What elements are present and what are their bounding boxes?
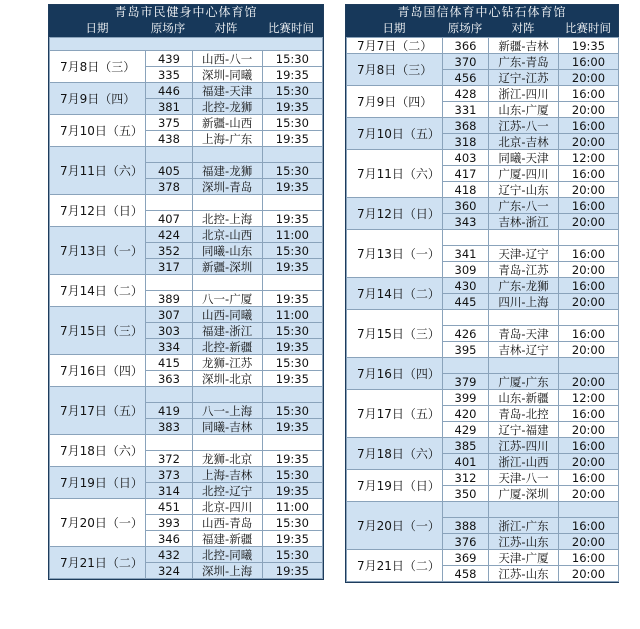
time-cell: 11:00 — [262, 307, 322, 323]
venue-no-cell: 379 — [443, 374, 489, 390]
time-cell: 16:00 — [559, 550, 619, 566]
date-cell: 7月19日（日） — [347, 470, 443, 502]
time-cell: 19:35 — [262, 131, 322, 147]
matchup-cell: 北京-四川 — [192, 499, 262, 515]
time-cell: 15:30 — [262, 355, 322, 371]
table-row — [347, 118, 619, 134]
matchup-cell: 龙狮-北京 — [192, 451, 262, 467]
time-cell: 20:00 — [559, 566, 619, 582]
date-cell: 7月20日（一） — [50, 499, 146, 547]
time-cell: 15:30 — [262, 51, 322, 67]
venue-no-cell: 429 — [443, 422, 489, 438]
venue-no-cell: 375 — [146, 115, 192, 131]
date-cell: 7月9日（四） — [50, 83, 146, 115]
matchup-cell: 辽宁-江苏 — [489, 70, 559, 86]
matchup-cell: 广厦-深圳 — [489, 486, 559, 502]
date-cell: 7月8日（三） — [50, 51, 146, 83]
table-row — [347, 38, 619, 54]
time-cell: 16:00 — [559, 438, 619, 454]
date-cell: 7月11日（六） — [347, 150, 443, 198]
table-row — [50, 195, 323, 211]
venue-no-cell: 451 — [146, 499, 192, 515]
date-cell: 7月18日（六） — [50, 435, 146, 467]
time-cell — [262, 147, 322, 163]
venue-no-cell: 368 — [443, 118, 489, 134]
time-cell — [559, 502, 619, 518]
date-cell: 7月9日（四） — [347, 86, 443, 118]
column-headers — [49, 20, 323, 37]
matchup-cell: 北控-同曦 — [192, 547, 262, 563]
matchup-cell: 辽宁-山东 — [489, 182, 559, 198]
venue-no-cell: 446 — [146, 83, 192, 99]
table-row — [347, 358, 619, 374]
time-cell — [559, 310, 619, 326]
time-cell: 19:35 — [262, 531, 322, 547]
matchup-cell: 青岛-北控 — [489, 406, 559, 422]
schedule-panel-right — [345, 4, 619, 583]
matchup-cell: 同曦-山东 — [192, 243, 262, 259]
venue-no-cell — [443, 310, 489, 326]
venue-no-cell: 389 — [146, 291, 192, 307]
venue-no-cell: 309 — [443, 262, 489, 278]
venue-no-cell: 343 — [443, 214, 489, 230]
venue-no-cell — [443, 502, 489, 518]
matchup-cell — [489, 230, 559, 246]
date-cell: 7月18日（六） — [347, 438, 443, 470]
date-cell: 7月16日（四） — [50, 355, 146, 387]
header-time: 比赛时间 — [268, 21, 314, 35]
time-cell: 20:00 — [559, 102, 619, 118]
time-cell: 20:00 — [559, 214, 619, 230]
venue-no-cell: 426 — [443, 326, 489, 342]
time-cell: 16:00 — [559, 86, 619, 102]
matchup-cell: 江苏-山东 — [489, 566, 559, 582]
venue-no-cell: 383 — [146, 419, 192, 435]
matchup-cell: 山西-同曦 — [192, 307, 262, 323]
matchup-cell: 北控-龙狮 — [192, 99, 262, 115]
header-venue-no: 原场序 — [150, 21, 186, 35]
matchup-cell: 福建-龙狮 — [192, 163, 262, 179]
venue-no-cell: 373 — [146, 467, 192, 483]
header-matchup: 对阵 — [214, 21, 238, 35]
venue-no-cell: 439 — [146, 51, 192, 67]
venue-no-cell: 458 — [443, 566, 489, 582]
matchup-cell: 吉林-辽宁 — [489, 342, 559, 358]
venue-no-cell — [146, 387, 192, 403]
time-cell: 15:30 — [262, 547, 322, 563]
time-cell: 19:35 — [262, 259, 322, 275]
time-cell — [262, 435, 322, 451]
venue-no-cell: 401 — [443, 454, 489, 470]
venue-no-cell: 376 — [443, 534, 489, 550]
table-row — [347, 278, 619, 294]
matchup-cell — [192, 147, 262, 163]
table-row — [347, 198, 619, 214]
venue-no-cell: 445 — [443, 294, 489, 310]
time-cell: 20:00 — [559, 134, 619, 150]
time-cell: 19:35 — [262, 483, 322, 499]
venue-title: 青岛国信体育中心钻石体育馆 — [346, 5, 618, 20]
matchup-cell: 天津-八一 — [489, 470, 559, 486]
table-row — [347, 86, 619, 102]
date-cell: 7月13日（一） — [50, 227, 146, 275]
spacer-row — [50, 38, 323, 51]
time-cell — [262, 195, 322, 211]
time-cell: 15:30 — [262, 467, 322, 483]
time-cell: 11:00 — [262, 499, 322, 515]
time-cell: 15:30 — [262, 323, 322, 339]
table-row — [50, 435, 323, 451]
table-row — [50, 547, 323, 563]
venue-no-cell: 420 — [443, 406, 489, 422]
time-cell: 16:00 — [559, 198, 619, 214]
schedule-table — [346, 37, 619, 582]
matchup-cell: 八一-上海 — [192, 403, 262, 419]
matchup-cell: 江苏-四川 — [489, 438, 559, 454]
date-cell: 7月13日（一） — [347, 230, 443, 278]
matchup-cell: 浙江-广东 — [489, 518, 559, 534]
venue-no-cell: 407 — [146, 211, 192, 227]
venue-no-cell: 335 — [146, 67, 192, 83]
time-cell: 19:35 — [262, 67, 322, 83]
venue-no-cell: 438 — [146, 131, 192, 147]
venue-no-cell: 403 — [443, 150, 489, 166]
date-cell: 7月17日（五） — [347, 390, 443, 438]
table-row — [347, 438, 619, 454]
date-cell: 7月16日（四） — [347, 358, 443, 390]
venue-no-cell: 341 — [443, 246, 489, 262]
time-cell: 16:00 — [559, 470, 619, 486]
date-cell: 7月14日（二） — [50, 275, 146, 307]
table-row — [347, 230, 619, 246]
venue-no-cell: 307 — [146, 307, 192, 323]
matchup-cell — [489, 502, 559, 518]
venue-no-cell: 456 — [443, 70, 489, 86]
time-cell: 15:30 — [262, 115, 322, 131]
time-cell: 19:35 — [262, 419, 322, 435]
time-cell: 19:35 — [262, 291, 322, 307]
venue-no-cell: 424 — [146, 227, 192, 243]
table-row — [347, 550, 619, 566]
header-date: 日期 — [85, 21, 109, 35]
time-cell: 16:00 — [559, 406, 619, 422]
venue-no-cell: 395 — [443, 342, 489, 358]
time-cell: 15:30 — [262, 515, 322, 531]
venue-no-cell — [443, 358, 489, 374]
matchup-cell: 深圳-青岛 — [192, 179, 262, 195]
date-cell: 7月11日（六） — [50, 147, 146, 195]
venue-no-cell: 366 — [443, 38, 489, 54]
matchup-cell: 江苏-山东 — [489, 534, 559, 550]
time-cell — [559, 230, 619, 246]
venue-no-cell — [146, 435, 192, 451]
table-row — [50, 83, 323, 99]
time-cell: 20:00 — [559, 454, 619, 470]
venue-no-cell: 334 — [146, 339, 192, 355]
table-row — [50, 467, 323, 483]
venue-no-cell: 360 — [443, 198, 489, 214]
time-cell: 19:35 — [262, 451, 322, 467]
matchup-cell: 广厦-四川 — [489, 166, 559, 182]
time-cell: 19:35 — [262, 99, 322, 115]
matchup-cell — [489, 358, 559, 374]
venue-no-cell: 318 — [443, 134, 489, 150]
schedule-table — [49, 37, 323, 579]
venue-no-cell: 385 — [443, 438, 489, 454]
matchup-cell: 深圳-北京 — [192, 371, 262, 387]
venue-no-cell: 324 — [146, 563, 192, 579]
table-row — [347, 150, 619, 166]
matchup-cell: 同曦-吉林 — [192, 419, 262, 435]
time-cell: 19:35 — [262, 371, 322, 387]
date-cell: 7月21日（二） — [50, 547, 146, 579]
matchup-cell: 辽宁-福建 — [489, 422, 559, 438]
table-row — [50, 355, 323, 371]
matchup-cell: 浙江-山西 — [489, 454, 559, 470]
matchup-cell — [192, 195, 262, 211]
time-cell: 19:35 — [262, 211, 322, 227]
time-cell — [262, 275, 322, 291]
date-cell: 7月14日（二） — [347, 278, 443, 310]
time-cell: 16:00 — [559, 166, 619, 182]
date-cell: 7月15日（三） — [347, 310, 443, 358]
venue-no-cell: 314 — [146, 483, 192, 499]
venue-no-cell: 432 — [146, 547, 192, 563]
table-row — [347, 470, 619, 486]
matchup-cell: 新疆-山西 — [192, 115, 262, 131]
venue-no-cell — [146, 195, 192, 211]
matchup-cell: 福建-浙江 — [192, 323, 262, 339]
venue-no-cell: 388 — [443, 518, 489, 534]
time-cell: 19:35 — [262, 339, 322, 355]
matchup-cell: 浙江-四川 — [489, 86, 559, 102]
matchup-cell: 吉林-浙江 — [489, 214, 559, 230]
time-cell: 15:30 — [262, 243, 322, 259]
matchup-cell — [192, 387, 262, 403]
date-cell: 7月10日（五） — [347, 118, 443, 150]
matchup-cell: 深圳-同曦 — [192, 67, 262, 83]
venue-no-cell: 428 — [443, 86, 489, 102]
venue-no-cell: 369 — [443, 550, 489, 566]
matchup-cell: 江苏-八一 — [489, 118, 559, 134]
time-cell: 20:00 — [559, 422, 619, 438]
matchup-cell: 八一-广厦 — [192, 291, 262, 307]
matchup-cell: 天津-广厦 — [489, 550, 559, 566]
venue-no-cell: 378 — [146, 179, 192, 195]
header-date: 日期 — [382, 21, 406, 35]
venue-no-cell: 372 — [146, 451, 192, 467]
table-row — [50, 227, 323, 243]
matchup-cell — [192, 435, 262, 451]
matchup-cell: 福建-天津 — [192, 83, 262, 99]
matchup-cell: 北控-新疆 — [192, 339, 262, 355]
table-row — [347, 54, 619, 70]
date-cell: 7月17日（五） — [50, 387, 146, 435]
matchup-cell: 广东-青岛 — [489, 54, 559, 70]
matchup-cell: 广东-八一 — [489, 198, 559, 214]
table-row — [50, 275, 323, 291]
venue-no-cell: 363 — [146, 371, 192, 387]
time-cell — [262, 387, 322, 403]
time-cell: 16:00 — [559, 518, 619, 534]
table-row — [347, 310, 619, 326]
table-row — [50, 307, 323, 323]
time-cell: 15:30 — [262, 403, 322, 419]
time-cell: 20:00 — [559, 70, 619, 86]
venue-no-cell — [146, 275, 192, 291]
matchup-cell: 新疆-吉林 — [489, 38, 559, 54]
time-cell: 15:30 — [262, 163, 322, 179]
venue-no-cell — [146, 147, 192, 163]
table-row — [50, 147, 323, 163]
matchup-cell: 福建-新疆 — [192, 531, 262, 547]
time-cell: 15:30 — [262, 83, 322, 99]
time-cell: 16:00 — [559, 326, 619, 342]
matchup-cell: 青岛-江苏 — [489, 262, 559, 278]
table-row — [347, 390, 619, 406]
time-cell: 16:00 — [559, 54, 619, 70]
matchup-cell: 北控-上海 — [192, 211, 262, 227]
date-cell: 7月12日（日） — [347, 198, 443, 230]
matchup-cell: 北京-吉林 — [489, 134, 559, 150]
matchup-cell: 青岛-天津 — [489, 326, 559, 342]
column-headers — [346, 20, 618, 37]
table-row — [50, 115, 323, 131]
matchup-cell: 广厦-广东 — [489, 374, 559, 390]
matchup-cell: 北京-山西 — [192, 227, 262, 243]
date-cell: 7月8日（三） — [347, 54, 443, 86]
time-cell: 20:00 — [559, 342, 619, 358]
date-cell: 7月21日（二） — [347, 550, 443, 582]
time-cell — [559, 358, 619, 374]
time-cell: 16:00 — [559, 118, 619, 134]
time-cell: 16:00 — [559, 246, 619, 262]
time-cell: 20:00 — [559, 374, 619, 390]
table-row — [50, 387, 323, 403]
table-row — [50, 51, 323, 67]
matchup-cell: 上海-广东 — [192, 131, 262, 147]
time-cell: 20:00 — [559, 262, 619, 278]
matchup-cell: 山西-八一 — [192, 51, 262, 67]
venue-title: 青岛市民健身中心体育馆 — [49, 5, 323, 20]
venue-no-cell: 419 — [146, 403, 192, 419]
date-cell: 7月20日（一） — [347, 502, 443, 550]
matchup-cell: 山东-广厦 — [489, 102, 559, 118]
matchup-cell — [489, 310, 559, 326]
table-row — [347, 502, 619, 518]
date-cell: 7月19日（日） — [50, 467, 146, 499]
date-cell: 7月7日（二） — [347, 38, 443, 54]
venue-no-cell: 399 — [443, 390, 489, 406]
venue-no-cell: 415 — [146, 355, 192, 371]
table-row — [50, 499, 323, 515]
venue-no-cell: 430 — [443, 278, 489, 294]
matchup-cell: 龙狮-江苏 — [192, 355, 262, 371]
schedule-panel-left — [48, 4, 324, 580]
venue-no-cell: 381 — [146, 99, 192, 115]
time-cell: 16:00 — [559, 278, 619, 294]
venue-no-cell: 317 — [146, 259, 192, 275]
time-cell: 20:00 — [559, 486, 619, 502]
matchup-cell: 天津-辽宁 — [489, 246, 559, 262]
matchup-cell — [192, 275, 262, 291]
time-cell: 20:00 — [559, 534, 619, 550]
venue-no-cell — [443, 230, 489, 246]
matchup-cell: 北控-辽宁 — [192, 483, 262, 499]
venue-no-cell: 331 — [443, 102, 489, 118]
time-cell: 12:00 — [559, 390, 619, 406]
venue-no-cell: 417 — [443, 166, 489, 182]
matchup-cell: 深圳-上海 — [192, 563, 262, 579]
venue-no-cell: 303 — [146, 323, 192, 339]
matchup-cell: 新疆-深圳 — [192, 259, 262, 275]
date-cell: 7月12日（日） — [50, 195, 146, 227]
venue-no-cell: 352 — [146, 243, 192, 259]
matchup-cell: 同曦-天津 — [489, 150, 559, 166]
matchup-cell: 广东-龙狮 — [489, 278, 559, 294]
time-cell: 19:35 — [262, 179, 322, 195]
matchup-cell: 四川-上海 — [489, 294, 559, 310]
date-cell: 7月15日（三） — [50, 307, 146, 355]
time-cell: 19:35 — [559, 38, 619, 54]
header-venue-no: 原场序 — [447, 21, 483, 35]
matchup-cell: 山东-新疆 — [489, 390, 559, 406]
time-cell: 12:00 — [559, 150, 619, 166]
header-time: 比赛时间 — [565, 21, 611, 35]
venue-no-cell: 350 — [443, 486, 489, 502]
venue-no-cell: 370 — [443, 54, 489, 70]
time-cell: 19:35 — [262, 563, 322, 579]
matchup-cell: 山西-青岛 — [192, 515, 262, 531]
venue-no-cell: 393 — [146, 515, 192, 531]
venue-no-cell: 312 — [443, 470, 489, 486]
time-cell: 20:00 — [559, 294, 619, 310]
date-cell: 7月10日（五） — [50, 115, 146, 147]
venue-no-cell: 405 — [146, 163, 192, 179]
time-cell: 11:00 — [262, 227, 322, 243]
venue-no-cell: 346 — [146, 531, 192, 547]
matchup-cell: 上海-吉林 — [192, 467, 262, 483]
header-matchup: 对阵 — [511, 21, 535, 35]
time-cell: 20:00 — [559, 182, 619, 198]
venue-no-cell: 418 — [443, 182, 489, 198]
